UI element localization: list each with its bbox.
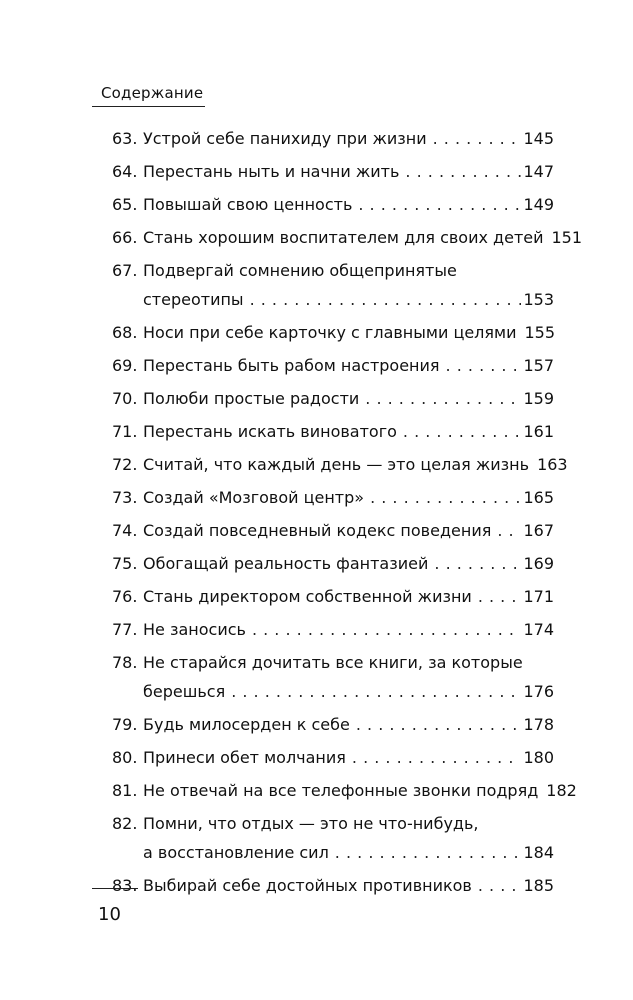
toc-entry-line: [112, 157, 554, 186]
toc-entry[interactable]: [112, 190, 554, 219]
toc-entry-line: [112, 648, 554, 677]
toc-entry-title: Носи при себе карточку с главными целями: [143, 323, 517, 342]
toc-entry[interactable]: [112, 483, 554, 512]
toc-entry-page: 176: [523, 682, 554, 701]
dot-leader: [497, 516, 521, 545]
toc-entry-line: [112, 318, 554, 347]
toc-entry[interactable]: [112, 871, 554, 900]
dot-leader: [434, 549, 521, 578]
toc-entry-page: 153: [523, 290, 554, 309]
toc-entry-title: а восстановление сил: [143, 843, 329, 862]
toc-entry-number: 79.: [112, 715, 138, 734]
toc-entry-number: 74.: [112, 521, 138, 540]
toc-entry[interactable]: [112, 776, 577, 805]
toc-entry-number: 65.: [112, 195, 138, 214]
toc-entry-page: 151: [551, 228, 583, 247]
toc-entry-number: 80.: [112, 748, 138, 767]
toc-entry-title: Не отвечай на все телефонные звонки подряд: [143, 781, 539, 800]
toc-entry[interactable]: [112, 809, 554, 867]
toc-entry-line: [112, 384, 554, 413]
toc-entry-page: 147: [523, 162, 554, 181]
dot-leader: [446, 351, 522, 380]
toc-entry-page: 165: [523, 488, 554, 507]
toc-entry-number: 71.: [112, 422, 138, 441]
toc-entry-page: 149: [523, 195, 554, 214]
toc-entry-title: Считай, что каждый день — это целая жизнь: [143, 455, 530, 474]
toc-entry-number: 77.: [112, 620, 138, 639]
toc-entry-line: [112, 776, 577, 805]
footer-rule: [92, 888, 138, 889]
toc-entry-number: 67.: [112, 261, 138, 280]
toc-entry-line: [112, 582, 554, 611]
dot-leader: [478, 582, 522, 611]
toc-entry-line: [112, 124, 554, 153]
toc-entry-page: 167: [523, 521, 554, 540]
toc-entry[interactable]: [112, 417, 554, 446]
toc-entry[interactable]: [112, 648, 554, 706]
toc-entry-page: 171: [523, 587, 554, 606]
toc-entry-number: 76.: [112, 587, 138, 606]
toc-entry-number: 63.: [112, 129, 138, 148]
toc-entry-page: 182: [546, 781, 577, 800]
dot-leader: [370, 483, 521, 512]
toc-entry-page: 145: [523, 129, 554, 148]
dot-leader: [356, 710, 522, 739]
toc-entry-number: 70.: [112, 389, 138, 408]
toc-entry-page: 155: [524, 323, 556, 342]
toc-entry-number: 72.: [112, 455, 138, 474]
toc-entry-title: Создай «Мозговой центр»: [143, 488, 365, 507]
toc-entry-title: берешься: [143, 682, 226, 701]
toc-entry-title: Выбирай себе достойных противников: [143, 876, 472, 895]
toc-entry-number: 83.: [112, 876, 138, 895]
toc-entry[interactable]: [112, 549, 554, 578]
toc-entry-title: Устрой себе панихиду при жизни: [143, 129, 427, 148]
toc-entry[interactable]: [112, 124, 554, 153]
dot-leader: [358, 190, 521, 219]
dot-leader: [403, 417, 522, 446]
toc-entry[interactable]: [112, 351, 554, 380]
toc-entry-number: 68.: [112, 323, 138, 342]
toc-entry-page: 180: [523, 748, 554, 767]
toc-entry-title: Будь милосерден к себе: [143, 715, 350, 734]
page-number: 10: [98, 904, 121, 925]
dot-leader: [252, 615, 522, 644]
dot-leader: [405, 157, 521, 186]
toc-entry-title: Стань хорошим воспитателем для своих детей: [143, 228, 544, 247]
toc-entry-title: Обогащай реальность фантазией: [143, 554, 429, 573]
toc-entry-line: [112, 351, 554, 380]
toc-entry-line: [112, 450, 568, 479]
toc-entry-number: 81.: [112, 781, 138, 800]
toc-entry-page: 178: [523, 715, 554, 734]
toc-entry-page: 161: [523, 422, 554, 441]
toc-entry-title: Полюби простые радости: [143, 389, 360, 408]
toc-entry-continuation: [112, 838, 554, 867]
toc-entry[interactable]: [112, 450, 568, 479]
toc-entry[interactable]: [112, 516, 554, 545]
toc-entry-line: [112, 223, 583, 252]
toc-entry-page: 169: [523, 554, 554, 573]
toc-entry-continuation: [112, 285, 554, 314]
toc-entry-number: 73.: [112, 488, 138, 507]
toc-entry[interactable]: [112, 615, 554, 644]
toc-entry-title: Подвергай сомнению общепринятые: [143, 261, 457, 280]
toc-entry-title: Создай повседневный кодекс поведения: [143, 521, 492, 540]
toc-entry-page: 163: [537, 455, 568, 474]
toc-entry[interactable]: [112, 157, 554, 186]
dot-leader: [365, 384, 521, 413]
toc-entry-title: Не старайся дочитать все книги, за которые: [143, 653, 523, 672]
dot-leader: [250, 285, 522, 314]
table-of-contents: [112, 124, 583, 904]
toc-entry-title: Не заносись: [143, 620, 246, 639]
running-head-rule: [92, 106, 205, 107]
toc-entry-title: Повышай свою ценность: [143, 195, 353, 214]
toc-entry-number: 75.: [112, 554, 138, 573]
toc-entry[interactable]: [112, 582, 554, 611]
toc-entry-page: 159: [523, 389, 554, 408]
toc-entry-number: 82.: [112, 814, 138, 833]
running-head: Содержание: [101, 84, 204, 102]
toc-entry-line: [112, 417, 554, 446]
toc-entry[interactable]: [112, 318, 554, 347]
toc-entry-title: Помни, что отдых — это не что-нибудь,: [143, 814, 479, 833]
toc-entry-title: Стань директором собственной жизни: [143, 587, 472, 606]
toc-entry-number: 64.: [112, 162, 138, 181]
toc-entry-line: [112, 549, 554, 578]
toc-entry-title: Принеси обет молчания: [143, 748, 346, 767]
dot-leader: [231, 677, 521, 706]
toc-entry-page: 184: [523, 843, 554, 862]
toc-entry-line: [112, 871, 554, 900]
toc-entry-line: [112, 483, 554, 512]
toc-entry-title: стереотипы: [143, 290, 244, 309]
toc-entry-number: 69.: [112, 356, 138, 375]
toc-entry[interactable]: [112, 256, 554, 314]
toc-entry-line: [112, 615, 554, 644]
toc-entry-number: 78.: [112, 653, 138, 672]
toc-entry-continuation: [112, 677, 554, 706]
toc-entry[interactable]: [112, 384, 554, 413]
toc-entry-title: Перестань быть рабом настроения: [143, 356, 440, 375]
toc-entry-page: 157: [523, 356, 554, 375]
toc-entry-line: [112, 743, 554, 772]
toc-entry-line: [112, 710, 554, 739]
toc-entry-line: [112, 809, 554, 838]
dot-leader: [478, 871, 522, 900]
toc-entry-page: 174: [523, 620, 554, 639]
toc-entry[interactable]: [112, 743, 554, 772]
dot-leader: [352, 743, 522, 772]
toc-entry-number: 66.: [112, 228, 138, 247]
toc-entry-title: Перестань искать виноватого: [143, 422, 397, 441]
toc-entry-page: 185: [523, 876, 554, 895]
dot-leader: [433, 124, 522, 153]
toc-entry-title: Перестань ныть и начни жить: [143, 162, 400, 181]
toc-entry[interactable]: [112, 710, 554, 739]
dot-leader: [335, 838, 522, 867]
toc-entry-line: [112, 256, 554, 285]
toc-entry-line: [112, 516, 554, 545]
toc-entry-line: [112, 190, 554, 219]
toc-entry[interactable]: [112, 223, 583, 252]
